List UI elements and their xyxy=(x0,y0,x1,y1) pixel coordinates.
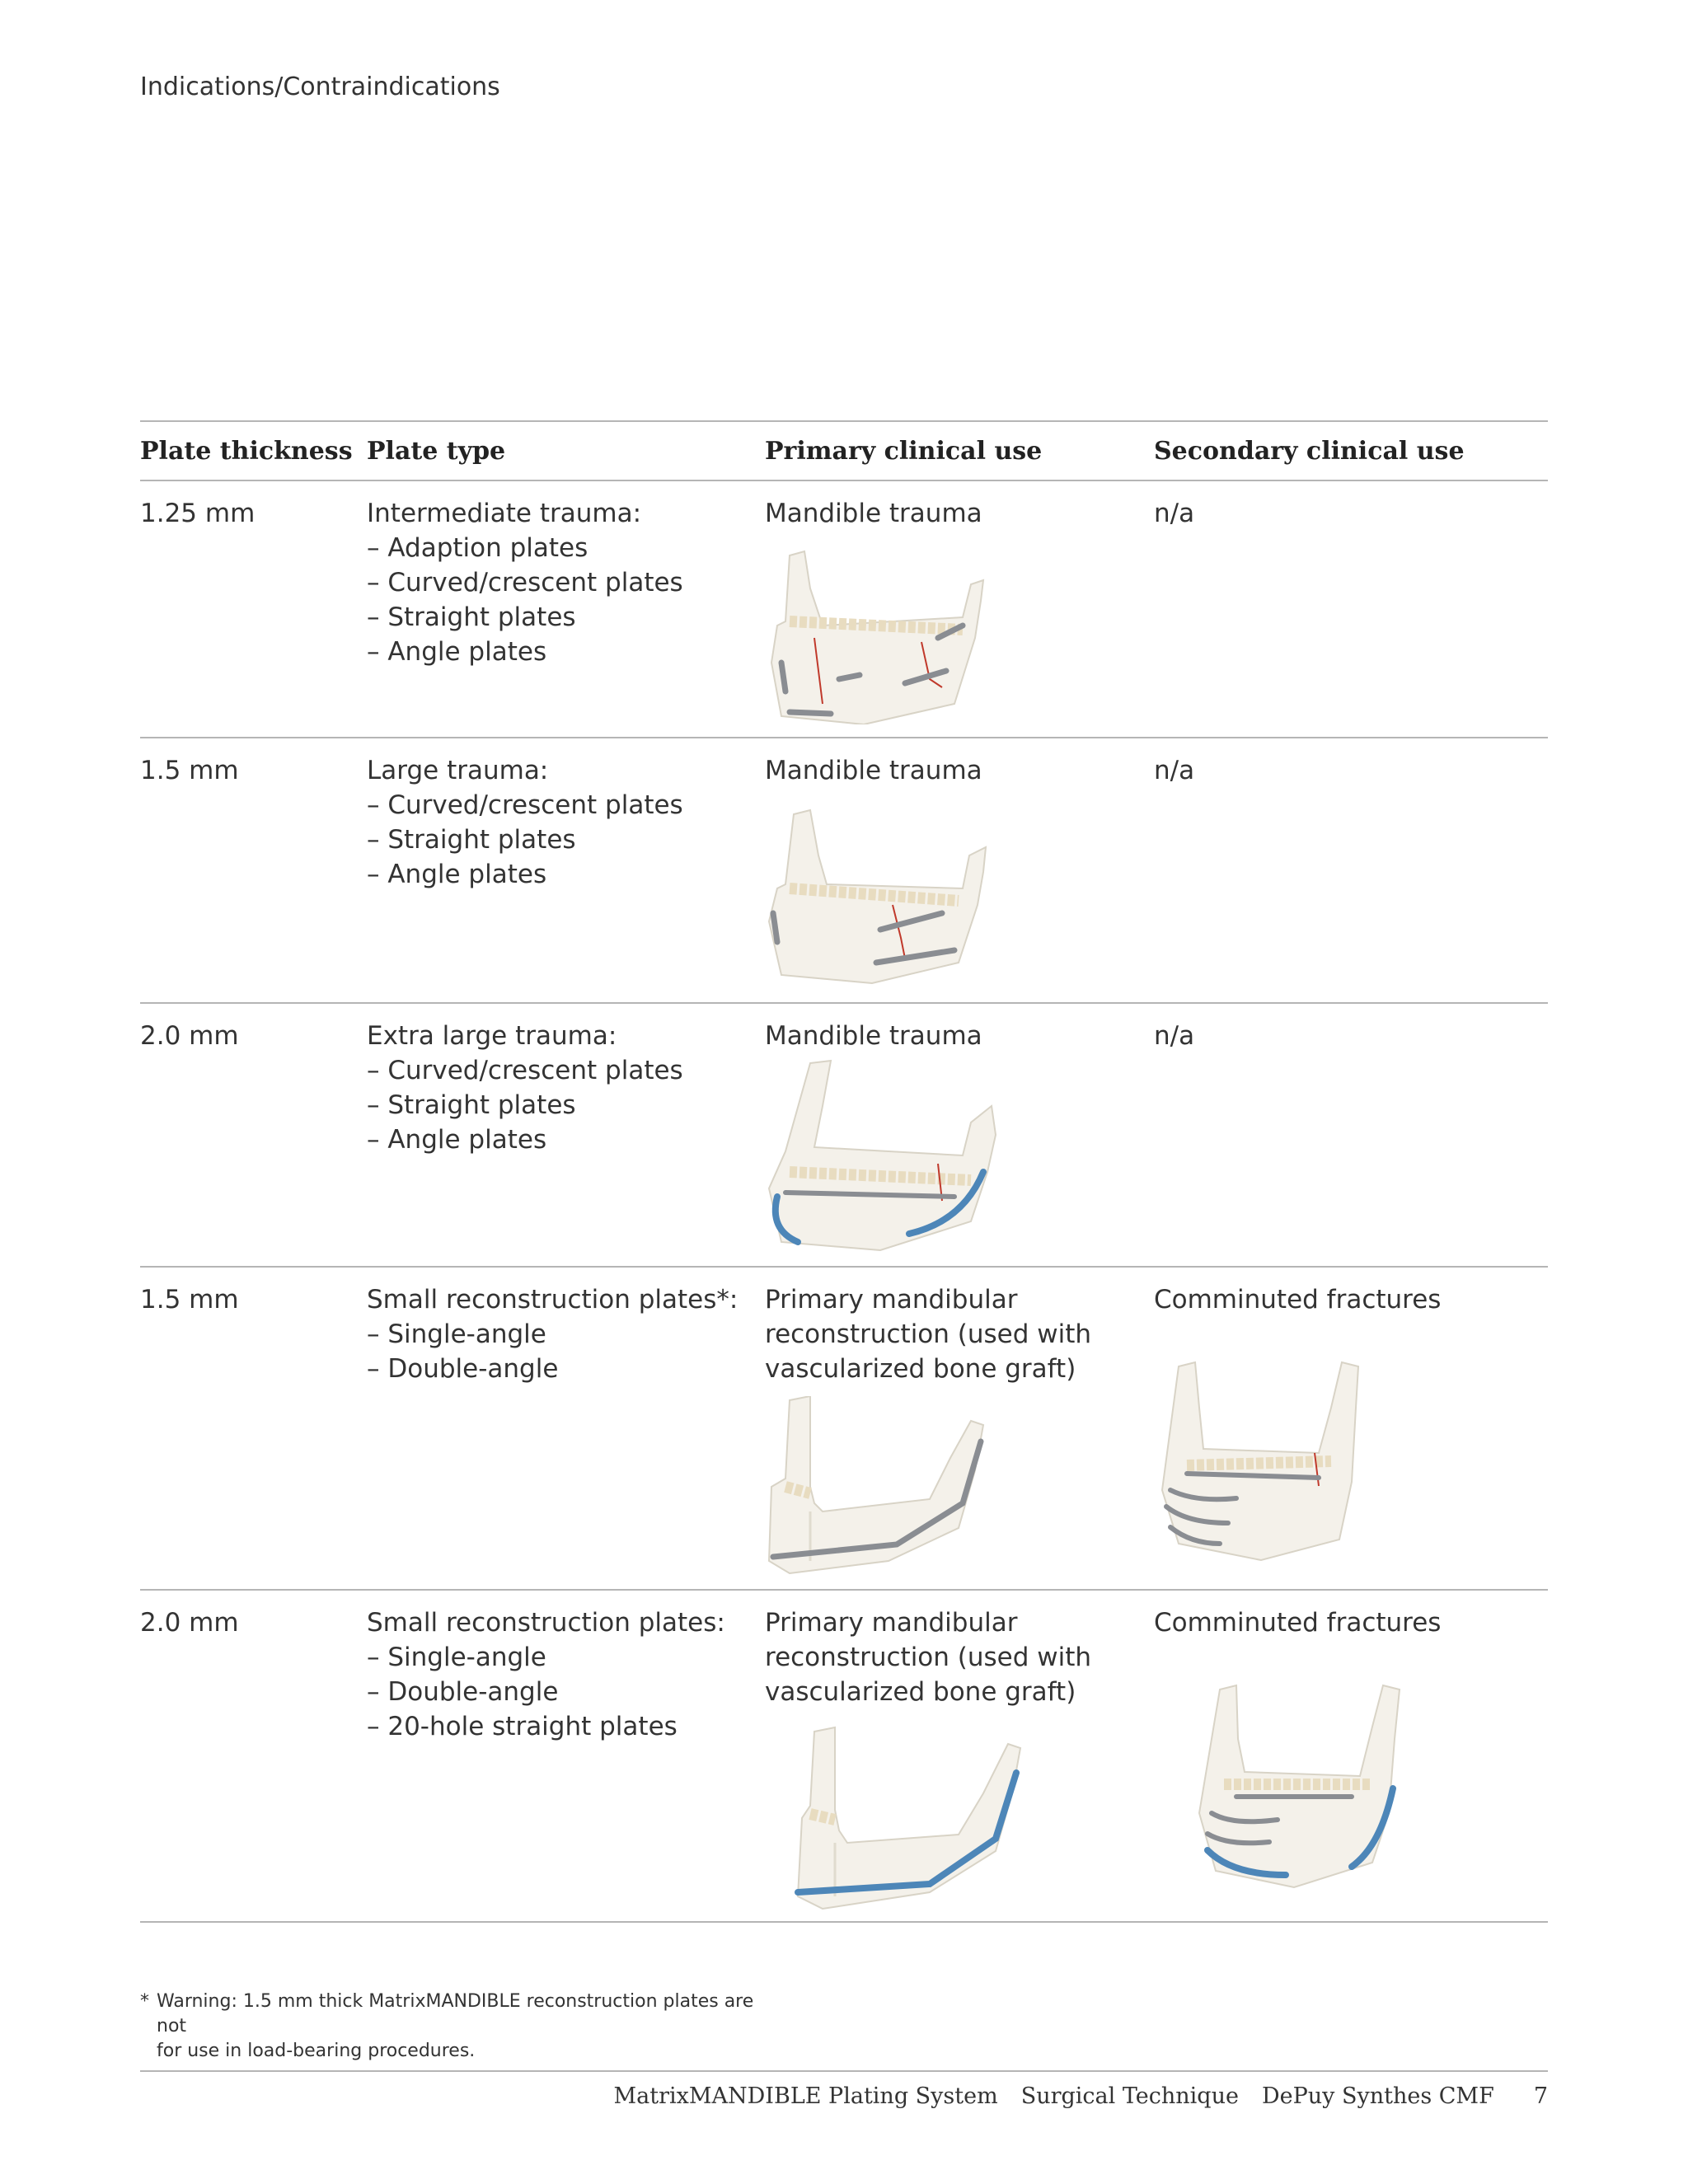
plate-thickness: 2.0 mm xyxy=(140,1021,239,1051)
plate-type-line: – Double-angle xyxy=(367,1677,559,1707)
primary-use-text: Primary mandibular xyxy=(765,1608,1018,1638)
plate-type-line: – Single-angle xyxy=(367,1319,546,1349)
mandible-image xyxy=(765,1057,1012,1254)
secondary-use: n/a xyxy=(1154,1021,1195,1051)
footer-product: MatrixMANDIBLE Plating System xyxy=(613,2083,998,2109)
primary-use xyxy=(765,480,1154,738)
plate-type-line: – Straight plates xyxy=(367,825,576,855)
plate-type-line: – Angle plates xyxy=(367,1125,547,1155)
plate-thickness: 2.0 mm xyxy=(140,1608,239,1638)
plate-type xyxy=(367,1267,765,1590)
primary-use-text: Mandible trauma xyxy=(765,1021,982,1051)
section-title: Indications/Contraindications xyxy=(140,73,500,101)
footnote xyxy=(140,1990,783,2064)
primary-use-text: Mandible trauma xyxy=(765,499,982,528)
footnote-line: for use in load-bearing procedures. xyxy=(157,2041,476,2061)
footnote-marker: * xyxy=(140,1991,149,2012)
primary-use-text: vascularized bone graft) xyxy=(765,1677,1076,1707)
primary-use xyxy=(765,1003,1154,1267)
primary-use xyxy=(765,1267,1154,1590)
mandible-image xyxy=(765,806,996,991)
plate-type xyxy=(367,480,765,738)
page-footer xyxy=(614,2083,1548,2109)
table-row xyxy=(140,1590,1548,1922)
plate-thickness: 1.5 mm xyxy=(140,1285,239,1315)
table-row xyxy=(140,1267,1548,1590)
header-primary-use: Primary clinical use xyxy=(765,436,1043,466)
secondary-use xyxy=(1154,1590,1548,1922)
plate-type-line: Small reconstruction plates*: xyxy=(367,1285,738,1315)
secondary-use-text: Comminuted fractures xyxy=(1154,1608,1442,1638)
mandible-image xyxy=(790,1719,1037,1921)
primary-use-text: Primary mandibular xyxy=(765,1285,1018,1315)
plate-type-line: Extra large trauma: xyxy=(367,1021,617,1051)
footnote-line: Warning: 1.5 mm thick MatrixMANDIBLE reconstruction plates are not xyxy=(157,1991,754,2036)
secondary-use: n/a xyxy=(1154,756,1195,785)
mandible-image xyxy=(765,539,987,724)
plate-type-line: Intermediate trauma: xyxy=(367,499,642,528)
page-number: 7 xyxy=(1533,2083,1548,2109)
mandible-image xyxy=(1187,1681,1409,1896)
footer-doc: Surgical Technique xyxy=(1020,2083,1239,2109)
plate-type-line: – Double-angle xyxy=(367,1354,559,1384)
plate-type-line: – Adaption plates xyxy=(367,533,588,563)
plate-type-line: Small reconstruction plates: xyxy=(367,1608,725,1638)
plate-type-line: – Curved/crescent plates xyxy=(367,1056,683,1085)
plate-type-line: – Angle plates xyxy=(367,637,547,667)
primary-use xyxy=(765,1590,1154,1922)
plate-type-line: – Single-angle xyxy=(367,1643,546,1672)
mandible-image xyxy=(1154,1358,1368,1568)
plate-type-line: – Curved/crescent plates xyxy=(367,790,683,820)
header-plate-thickness: Plate thickness xyxy=(140,436,353,466)
primary-use-text: reconstruction (used with xyxy=(765,1319,1092,1349)
plate-type-line: – Angle plates xyxy=(367,860,547,889)
secondary-use-text: Comminuted fractures xyxy=(1154,1285,1442,1315)
primary-use xyxy=(765,738,1154,1003)
plate-type xyxy=(367,1003,765,1267)
footer-divider xyxy=(140,2070,1548,2072)
table-row xyxy=(140,738,1548,1003)
plate-type-line: – Straight plates xyxy=(367,1090,576,1120)
header-secondary-use: Secondary clinical use xyxy=(1154,436,1465,466)
plate-type-line: – 20-hole straight plates xyxy=(367,1712,678,1741)
table-row xyxy=(140,480,1548,738)
header-plate-type: Plate type xyxy=(367,436,506,466)
primary-use-text: vascularized bone graft) xyxy=(765,1354,1076,1384)
indications-table xyxy=(140,420,1548,1923)
plate-thickness: 1.5 mm xyxy=(140,756,239,785)
secondary-use: n/a xyxy=(1154,499,1195,528)
plate-type-line: Large trauma: xyxy=(367,756,549,785)
primary-use-text: Mandible trauma xyxy=(765,756,982,785)
plate-type-line: – Curved/crescent plates xyxy=(367,568,683,598)
plate-type-line: – Straight plates xyxy=(367,602,576,632)
secondary-use xyxy=(1154,1267,1548,1590)
table-row xyxy=(140,1003,1548,1267)
table-header-row xyxy=(140,421,1548,480)
plate-type xyxy=(367,738,765,1003)
plate-thickness: 1.25 mm xyxy=(140,499,256,528)
primary-use-text: reconstruction (used with xyxy=(765,1643,1092,1672)
mandible-image xyxy=(765,1396,996,1582)
footer-company: DePuy Synthes CMF xyxy=(1261,2083,1494,2109)
plate-type xyxy=(367,1590,765,1922)
